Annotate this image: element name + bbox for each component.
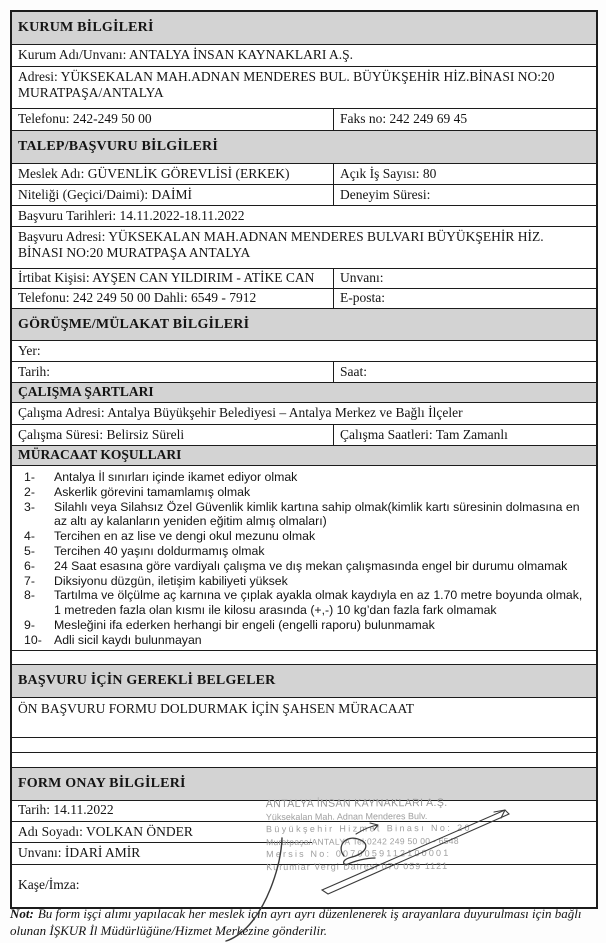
basvuru-tarihleri-value: Başvuru Tarihleri: 14.11.2022-18.11.2022 bbox=[18, 207, 245, 223]
item-number bbox=[24, 588, 54, 618]
section-header-kurum bbox=[12, 12, 596, 45]
section-header-talep bbox=[12, 131, 596, 164]
requirement-item-4: Tercihen en az lise ve dengi okul mezunu olmak bbox=[24, 529, 588, 544]
irtibat-value: İrtibat Kişisi: AYŞEN CAN YILDIRIM - ATİKE CAN bbox=[18, 270, 315, 286]
calisma-sure-value: Çalışma Süresi: Belirsiz Süreli bbox=[18, 426, 185, 442]
requirement-item-5: Tercihen 40 yaşını doldurmamış olmak bbox=[24, 544, 588, 559]
yer-value: Yer: bbox=[18, 342, 41, 358]
belgeler-content-row bbox=[12, 698, 596, 738]
talep-unvan-value: Unvanı: bbox=[340, 270, 384, 286]
requirement-item-10: Adli sicil kaydı bulunmayan bbox=[24, 633, 588, 648]
gorusme-tarih-cell bbox=[12, 362, 334, 382]
meslek-value: Meslek Adı: GÜVENLİK GÖREVLİSİ (ERKEK) bbox=[18, 165, 290, 181]
basvuru-adresi-row bbox=[12, 227, 596, 269]
form-table bbox=[10, 10, 598, 909]
section-header-belgeler bbox=[12, 665, 596, 698]
talep-telefon-cell bbox=[12, 289, 334, 308]
stamp-line: Büyükşehir Hizmet Binası No: 20 bbox=[265, 822, 472, 835]
eposta-value: E-posta: bbox=[340, 290, 385, 306]
empty-row bbox=[12, 753, 596, 768]
empty-row bbox=[12, 651, 596, 665]
section-title: GÖRÜŞME/MÜLAKAT BİLGİLERİ bbox=[18, 316, 250, 332]
kurum-adi-row bbox=[12, 45, 596, 67]
section-title: BAŞVURU İÇİN GEREKLİ BELGELER bbox=[18, 673, 276, 689]
requirement-item-8: Tartılma ve ölçülme aç karnına ve çıplak ayakla olmak kaydıyla en az 1.70 metre boyunda olmak, 1 metreden fazla olan kısmı ile kilosu arasında (+,-) 10 kg’dan fazla fark olmamak bbox=[24, 588, 588, 618]
nitelik-row bbox=[12, 185, 596, 206]
kurum-faks-cell bbox=[334, 109, 596, 130]
calisma-adres-value: Çalışma Adresi: Antalya Büyükşehir Belediyesi – Antalya Merkez ve Bağlı İlçeler bbox=[18, 405, 463, 421]
kurum-telefon-row bbox=[12, 109, 596, 131]
item-number bbox=[24, 470, 54, 485]
item-number bbox=[24, 544, 54, 559]
section-title: TALEP/BAŞVURU BİLGİLERİ bbox=[18, 139, 218, 155]
nitelik-cell bbox=[12, 185, 334, 205]
requirement-item-2: Askerlik görevini tamamlamış olmak bbox=[24, 485, 588, 500]
irtibat-row bbox=[12, 269, 596, 289]
calisma-sure-cell bbox=[12, 425, 334, 445]
item-number bbox=[24, 618, 54, 633]
nitelik-value: Niteliği (Geçici/Daimi): DAİMİ bbox=[18, 186, 192, 202]
meslek-row bbox=[12, 164, 596, 185]
meslek-cell bbox=[12, 164, 334, 184]
calisma-adres-row bbox=[12, 403, 596, 425]
acik-is-cell bbox=[334, 164, 596, 184]
talep-telefon-row bbox=[12, 289, 596, 309]
requirement-item-3: Silahlı veya Silahsız Özel Güvenlik kimlik kartına sahip olmak(kimlik kartı süresinin dolmasına en az altı ay kalanların yeniden eğitim almış olmaları) bbox=[24, 500, 588, 530]
stamp-line: Muratpaşa/ANTALYA Tel:0242 249 50 00 - 6548 bbox=[266, 835, 459, 847]
talep-telefon-value: Telefonu: 242 249 50 00 Dahli: 6549 - 7912 bbox=[18, 290, 257, 306]
onay-ad-value: Adı Soyadı: VOLKAN ÖNDER bbox=[18, 823, 193, 839]
kurum-adres-row bbox=[12, 67, 596, 109]
stamp-line: ANTALYA İNSAN KAYNAKLARI A.Ş. bbox=[265, 796, 448, 811]
acik-is-value: Açık İş Sayısı: 80 bbox=[340, 165, 437, 181]
section-title: FORM ONAY BİLGİLERİ bbox=[18, 776, 186, 792]
requirement-item-1: Antalya İl sınırları içinde ikamet ediyor olmak bbox=[24, 470, 588, 485]
kase-imza-label: Kaşe/İmza: bbox=[18, 877, 80, 893]
saat-cell bbox=[334, 362, 596, 382]
item-number bbox=[24, 529, 54, 544]
eposta-cell bbox=[334, 289, 596, 308]
onay-tarih-value: Tarih: 14.11.2022 bbox=[18, 802, 114, 818]
yer-row bbox=[12, 341, 596, 362]
kurum-adi-value: Kurum Adı/Unvanı: ANTALYA İNSAN KAYNAKLARI A.Ş. bbox=[18, 47, 353, 63]
stamp-line: Yüksekalan Mah. Adnan Menderes Bulv. bbox=[265, 810, 428, 822]
section-header-muracaat bbox=[12, 446, 596, 466]
empty-row bbox=[12, 738, 596, 753]
belgeler-content: ÖN BAŞVURU FORMU DOLDURMAK İÇİN ŞAHSEN MÜRACAAT bbox=[18, 700, 415, 716]
section-title: KURUM BİLGİLERİ bbox=[18, 20, 154, 36]
section-header-calisma bbox=[12, 383, 596, 403]
basvuru-tarihleri-row bbox=[12, 206, 596, 227]
gorusme-tarih-row bbox=[12, 362, 596, 383]
calisma-sure-row bbox=[12, 425, 596, 446]
gorusme-tarih-value: Tarih: bbox=[18, 363, 51, 379]
calisma-saatler-cell bbox=[334, 425, 596, 445]
kurum-faks-value: Faks no: 242 249 69 45 bbox=[340, 111, 468, 127]
requirements-row bbox=[12, 466, 596, 651]
stamp-line: Kurumlar Vergi Dairesi 070 059 1121 bbox=[266, 860, 449, 873]
item-number bbox=[24, 559, 54, 574]
section-header-gorusme bbox=[12, 309, 596, 341]
footer-note bbox=[10, 906, 598, 939]
saat-value: Saat: bbox=[340, 363, 367, 379]
note-text: Bu form işçi alımı yapılacak her meslek için ayrı ayrı düzenlenerek iş arayanlara duyurulması için bağlı olunan İŞKUR İl Müdürlüğüne/Hizmet Merkezine gönderilir. bbox=[10, 906, 582, 938]
basvuru-adresi-value: Başvuru Adresi: YÜKSEKALAN MAH.ADNAN MENDERES BULVARI BÜYÜKŞEHİR HİZ. BİNASI NO:20 MURATPAŞA ANTALYA bbox=[18, 229, 544, 261]
requirement-item-7: Diksiyonu düzgün, iletişim kabiliyeti yüksek bbox=[24, 574, 588, 589]
kurum-adres-value: Adresi: YÜKSEKALAN MAH.ADNAN MENDERES BUL. BÜYÜKŞEHİR HİZ.BİNASI NO:20 MURATPAŞA/ANTALYA bbox=[18, 69, 555, 101]
company-stamp bbox=[266, 796, 591, 874]
calisma-saatler-value: Çalışma Saatleri: Tam Zamanlı bbox=[340, 426, 508, 442]
item-number bbox=[24, 633, 54, 648]
requirements-list bbox=[12, 466, 596, 650]
onay-unvan-value: Unvanı: İDARİ AMİR bbox=[18, 844, 141, 860]
section-title: MÜRACAAT KOŞULLARI bbox=[18, 447, 182, 463]
requirement-item-6: 24 Saat esasına göre vardiyalı çalışma ve dış mekan çalışmasında engel bir durumu olmamak bbox=[24, 559, 588, 574]
kurum-telefon-cell bbox=[12, 109, 334, 130]
note-label: Not: bbox=[10, 906, 34, 921]
deneyim-value: Deneyim Süresi: bbox=[340, 186, 431, 202]
section-title: ÇALIŞMA ŞARTLARI bbox=[18, 384, 154, 400]
deneyim-cell bbox=[334, 185, 596, 205]
requirement-item-9: Mesleğini ifa ederken herhangi bir engeli (engelli raporu) bulunmamak bbox=[24, 618, 588, 633]
irtibat-cell bbox=[12, 269, 334, 288]
item-number bbox=[24, 485, 54, 500]
item-number bbox=[24, 574, 54, 589]
talep-unvan-cell bbox=[334, 269, 596, 288]
kurum-telefon-value: Telefonu: 242-249 50 00 bbox=[18, 111, 152, 127]
item-number bbox=[24, 500, 54, 530]
stamp-line: Mersis No: 0070059112100001 bbox=[266, 848, 451, 860]
